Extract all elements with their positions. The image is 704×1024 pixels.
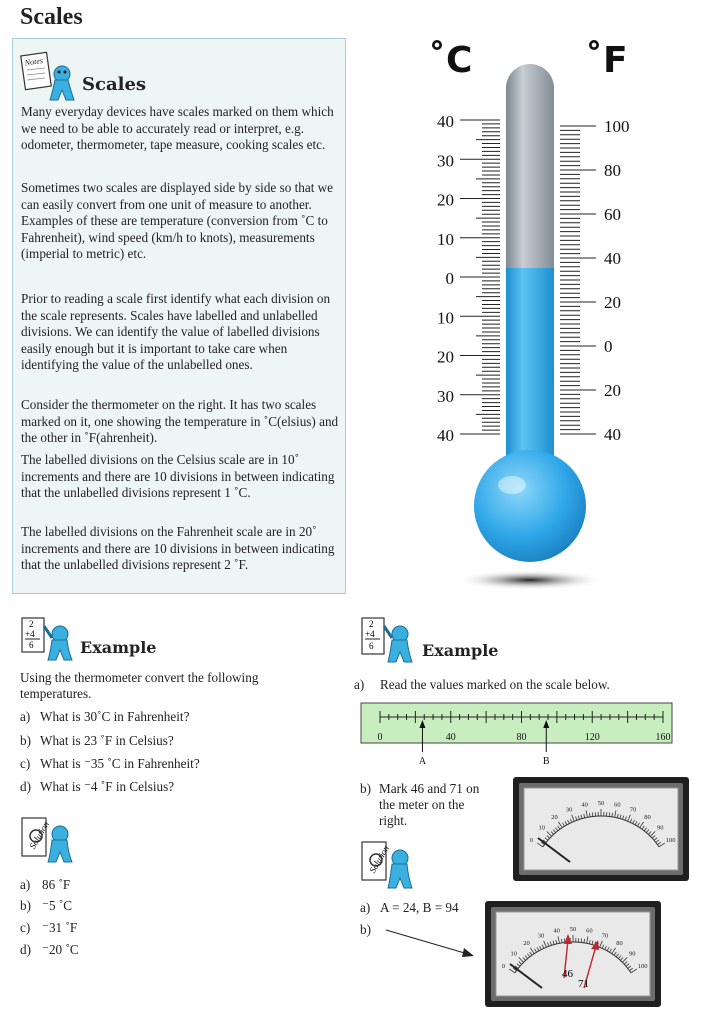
ruler-label: 160 <box>655 732 671 743</box>
meter-label: 0 <box>501 963 505 971</box>
meter-label: 50 <box>569 926 577 933</box>
notes-mascot-icon <box>20 48 76 104</box>
answer-text: ⁻31 ˚F <box>42 920 78 935</box>
celsius-label: 40 <box>437 426 454 445</box>
question-text: What is 23 ˚F in Celsius? <box>40 733 174 748</box>
meter-label: 100 <box>665 837 676 845</box>
question-text: Mark 46 and 71 on <box>379 781 480 796</box>
answer-text: 86 ˚F <box>42 877 71 892</box>
answer-text: ⁻5 ˚C <box>42 898 73 913</box>
fahrenheit-label: 40 <box>604 425 621 444</box>
question-text: What is ⁻4 ˚F in Celsius? <box>40 779 175 794</box>
fahrenheit-ticks <box>560 126 596 434</box>
question-text: What is ⁻35 ˚C in Fahrenheit? <box>40 756 200 771</box>
fahrenheit-label: 40 <box>604 249 621 268</box>
answer-letter: b) <box>20 898 31 913</box>
meter-label: 10 <box>538 824 546 832</box>
celsius-label: 30 <box>437 151 454 171</box>
solution-label: Solution <box>27 819 51 851</box>
ruler-label: 120 <box>584 732 600 743</box>
notes-title: Scales <box>82 74 147 95</box>
mark-value-46: 46 <box>562 968 573 980</box>
celsius-label: 10 <box>437 229 454 249</box>
page-title: Scales <box>20 4 83 30</box>
question-letter: a) <box>354 677 365 692</box>
celsius-labels <box>437 112 454 445</box>
badge-digit: 6 <box>29 640 34 650</box>
ruler-marker-a-label: A <box>418 756 427 767</box>
fahrenheit-unit-label: ˚F <box>585 40 628 81</box>
meter-label: 80 <box>616 940 623 948</box>
example-intro: Using the thermometer convert the following <box>20 670 259 685</box>
question-letter: b) <box>360 781 371 796</box>
question-letter: c) <box>20 756 31 771</box>
meter-label: 60 <box>614 801 621 809</box>
fahrenheit-label: 80 <box>604 161 621 180</box>
answer-letter: d) <box>20 942 31 957</box>
meter-label: 60 <box>586 927 593 935</box>
question-text: Read the values marked on the scale below. <box>380 677 610 692</box>
meter-label: 50 <box>597 800 605 807</box>
notes-paragraph: Prior to reading a scale first identify what each division on the scale represents. Scales have labelled and unlabelled divisions. We can identify the value of labelled divisions easily enough but it is important to take care when identifying the value of the unlabelled ones. <box>21 291 331 373</box>
answer-text: ⁻20 ˚C <box>42 942 79 957</box>
solution-label: Solution <box>367 843 391 875</box>
meter-label: 10 <box>510 950 518 958</box>
celsius-label: 40 <box>437 112 454 131</box>
notes-paragraph: The labelled divisions on the Celsius scale are in 10˚ increments and there are 10 divisions in between indicating that the unlabelled divisions represent 1 ˚C. <box>21 452 335 501</box>
example-mascot-icon <box>360 614 416 666</box>
solution-mascot-icon <box>20 814 76 866</box>
celsius-unit-label: ˚C <box>428 40 473 81</box>
example-title: Example <box>80 638 157 657</box>
badge-digit: +4 <box>365 629 375 639</box>
celsius-label: 10 <box>437 308 454 328</box>
celsius-ticks <box>460 120 500 434</box>
answer-arrow <box>384 926 484 962</box>
answer-letter: c) <box>20 920 31 935</box>
notes-paragraph: Sometimes two scales are displayed side by side so that we can easily convert from one unit of measure to another. Examples of these are temperature (conversion from ˚C to Fahrenheit), wind speed (km/h to knots), measurements (imperial to metric) etc. <box>21 180 334 262</box>
fahrenheit-labels <box>604 117 630 444</box>
example-intro: temperatures. <box>20 686 92 701</box>
meter-label: 70 <box>629 806 637 814</box>
fahrenheit-label: 100 <box>604 117 630 136</box>
question-letter: b) <box>20 733 31 748</box>
question-text: right. <box>379 813 408 828</box>
mark-value-71: 71 <box>578 978 589 990</box>
meter-label: 0 <box>529 837 533 845</box>
ruler-label: 0 <box>377 732 383 743</box>
solution-mascot-icon <box>360 838 416 892</box>
meter-label: 30 <box>537 932 545 940</box>
answer-letter: a) <box>20 877 31 892</box>
answer-text: A = 24, B = 94 <box>380 900 459 915</box>
answer-letter: b) <box>360 922 371 937</box>
meter-label: 90 <box>656 824 664 832</box>
meter-question <box>512 776 690 882</box>
meter-label: 90 <box>628 950 636 958</box>
fahrenheit-label: 20 <box>604 293 621 312</box>
answer-letter: a) <box>360 900 371 915</box>
meter-label: 20 <box>551 814 558 822</box>
badge-digit: 2 <box>369 619 374 629</box>
meter-label: 30 <box>565 806 573 814</box>
notes-paragraph: Consider the thermometer on the right. It has two scales marked on it, one showing the temperature in ˚C(elsius) and the other in ˚F(ahrenheit). <box>21 397 339 446</box>
notes-paragraph: Many everyday devices have scales marked on them which we need to be able to accurately read or interpret, e.g. odometer, thermometer, tape measure, cooking scales etc. <box>21 104 334 153</box>
badge-digit: 6 <box>369 641 374 651</box>
ruler-marker-b-label: B <box>542 756 550 767</box>
question-text: the meter on the <box>379 797 465 812</box>
fahrenheit-label: 20 <box>604 381 621 400</box>
question-letter: d) <box>20 779 31 794</box>
meter-label: 40 <box>553 927 560 935</box>
badge-digit: +4 <box>25 629 35 639</box>
fahrenheit-label: 60 <box>604 205 621 224</box>
celsius-label: 0 <box>445 269 454 288</box>
ruler-scale <box>360 700 676 770</box>
notes-paragraph: The labelled divisions on the Fahrenheit scale are in 20˚ increments and there are 10 divisions in between indicating that the unlabelled divisions represent 2 ˚F. <box>21 524 335 573</box>
thermometer-shadow <box>455 570 605 590</box>
question-text: What is 30˚C in Fahrenheit? <box>40 709 190 724</box>
example-mascot-icon <box>20 614 76 664</box>
celsius-label: 20 <box>437 190 454 210</box>
example-title: Example <box>422 641 499 660</box>
meter-answer <box>484 900 662 1008</box>
fahrenheit-label: 0 <box>604 337 613 356</box>
meter-label: 80 <box>644 814 651 822</box>
thermometer-bulb <box>474 450 586 562</box>
ruler-label: 80 <box>516 732 527 743</box>
meter-label: 70 <box>601 932 609 940</box>
celsius-label: 30 <box>437 386 454 406</box>
ruler-label: 40 <box>445 732 456 743</box>
question-letter: a) <box>20 709 31 724</box>
meter-label: 100 <box>637 963 648 971</box>
thermometer <box>400 60 704 600</box>
badge-digit: 2 <box>29 619 34 629</box>
meter-label: 20 <box>523 940 530 948</box>
notes-icon-label: Notes <box>24 55 44 68</box>
celsius-label: 20 <box>437 347 454 367</box>
meter-label: 40 <box>581 801 588 809</box>
